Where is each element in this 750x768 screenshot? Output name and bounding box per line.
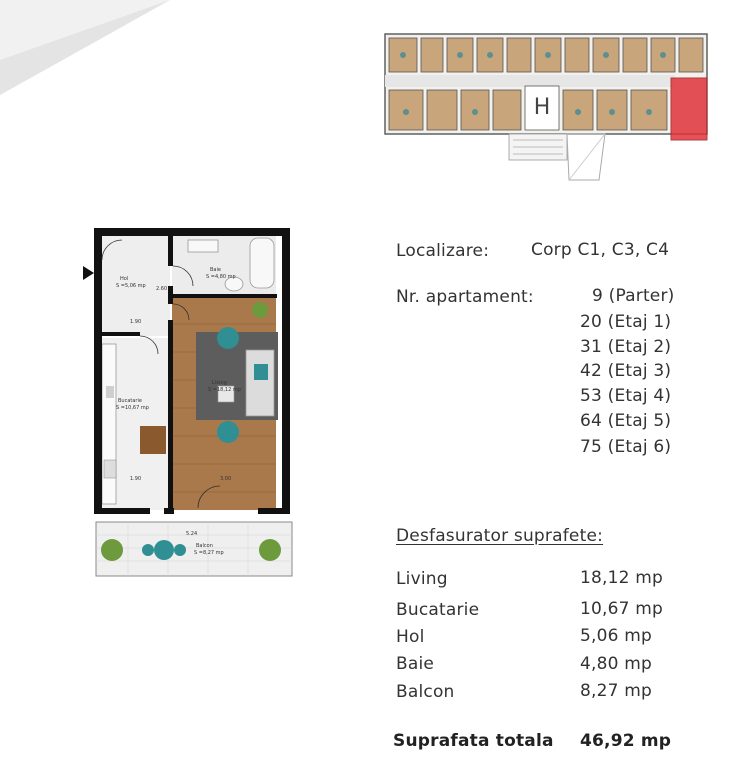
room-area-living: S =18,12 mp (208, 387, 241, 393)
apartment-number-item: 75 (Etaj 6) (580, 437, 672, 457)
location-value: Corp C1, C3, C4 (531, 240, 670, 260)
area-name: Hol (396, 627, 425, 647)
room-label-hol: Hol (120, 276, 129, 282)
areas-heading: Desfasurator suprafete: (396, 526, 604, 546)
dimension-hol-height: 2.60 (156, 286, 168, 292)
area-value: 5,06 mp (580, 626, 653, 646)
area-name: Bucatarie (396, 600, 480, 620)
apartment-floor-plan (78, 224, 296, 580)
area-value: 18,12 mp (580, 568, 664, 588)
room-label-baie: Baie (210, 267, 221, 273)
apartment-number-label: Nr. apartament: (396, 287, 534, 307)
area-name: Living (396, 569, 448, 589)
room-label-living: Living (212, 380, 227, 386)
room-area-balcon: S =8,27 mp (194, 550, 224, 556)
total-area-label: Suprafata totala (393, 731, 554, 751)
location-label: Localizare: (396, 241, 490, 261)
apartment-number-item: 9 (Parter) (592, 286, 675, 306)
apartment-number-item: 42 (Etaj 3) (580, 361, 672, 381)
apartment-number-item: 53 (Etaj 4) (580, 386, 672, 406)
room-label-balcon: Balcon (196, 543, 213, 549)
area-name: Balcon (396, 682, 455, 702)
highlighted-apartment (671, 78, 707, 140)
dimension-balcony: 5.24 (186, 531, 198, 537)
area-value: 8,27 mp (580, 681, 653, 701)
area-value: 10,67 mp (580, 599, 664, 619)
stair-core-label: H (533, 95, 551, 120)
area-value: 4,80 mp (580, 654, 653, 674)
room-area-baie: S =4,80 mp (206, 274, 236, 280)
area-name: Baie (396, 654, 435, 674)
page-corner-decoration (0, 0, 170, 95)
total-area-value: 46,92 mp (580, 731, 672, 751)
dimension-kitchen-width: 1.90 (130, 476, 142, 482)
apartment-number-item: 20 (Etaj 1) (580, 312, 672, 332)
room-area-hol: S =5,06 mp (116, 283, 146, 289)
apartment-number-item: 31 (Etaj 2) (580, 337, 672, 357)
dimension-living-width: 3.00 (220, 476, 232, 482)
building-floor-plan (383, 30, 713, 185)
room-area-bucatarie: S =10,67 mp (116, 405, 149, 411)
apartment-number-item: 64 (Etaj 5) (580, 411, 672, 431)
dimension-hol-width: 1.90 (130, 319, 142, 325)
room-label-bucatarie: Bucatarie (118, 398, 142, 404)
